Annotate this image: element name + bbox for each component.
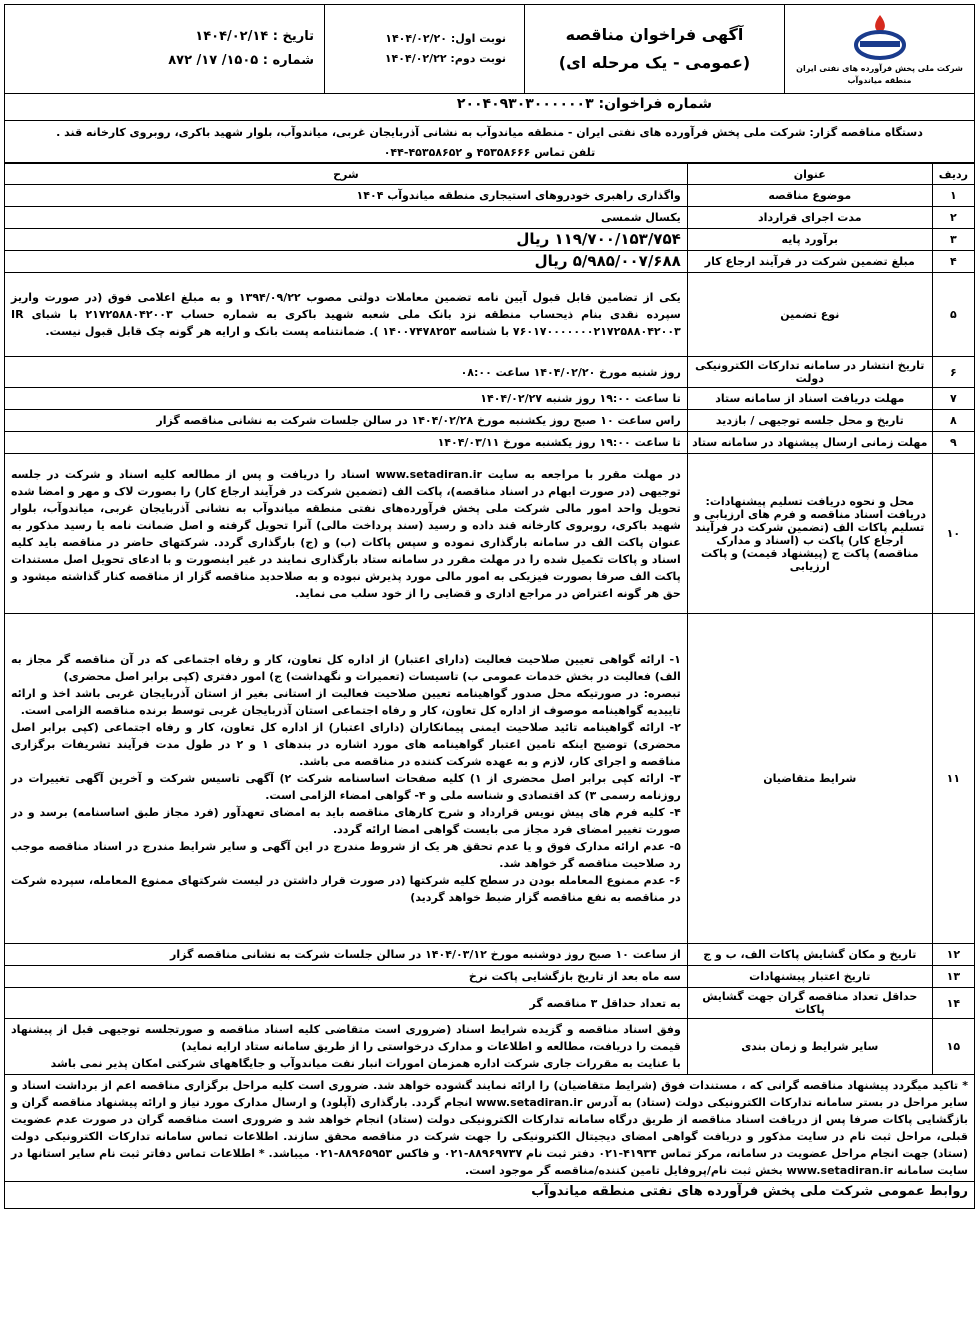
row-number: ۶ bbox=[932, 357, 974, 388]
row-description bbox=[5, 273, 688, 357]
row-number: ۷ bbox=[932, 388, 974, 410]
header-description: شرح bbox=[5, 164, 688, 185]
description-paragraph: ۵- عدم ارائه مدارک فوق و یا عدم تحقق هر یک از شروط مندرج در این آگهی و سایر شرایط مندرج در اسناد مناقصه موجب رد صلاحیت مناقصه گر خواهد شد. bbox=[11, 840, 681, 870]
description-paragraph: ۳- ارائه کپی برابر اصل محضری از ۱) کلیه صفحات اساسنامه شرکت ۲) آگهی تاسیس شرکت و آخرین آگهی تغییرات در روزنامه رسمی ۳) کد اقتصادی و شناسه ملی و ۴- گواهی امضاء الزامی است. bbox=[11, 772, 681, 802]
row-description bbox=[5, 410, 688, 432]
table-row bbox=[5, 432, 975, 454]
description-paragraph: ۴- کلیه فرم های پیش نویس قرارداد و شرح کارهای مناقصه باید به امضای تعهدآور (فرد مجاز طبق اساسنامه) برسد و در صورت تغییر امضای فرد مجاز می بایست گواهی امضا ارائه گردد. bbox=[11, 806, 681, 836]
notice-title-block bbox=[524, 5, 784, 93]
row-title: مهلت زمانی ارسال پیشنهاد در سامانه ستاد bbox=[687, 432, 932, 454]
row-description bbox=[5, 229, 688, 251]
row-number: ۵ bbox=[932, 273, 974, 357]
call-number: شماره فراخوان: ۲۰۰۴۰۹۳۰۳۰۰۰۰۰۰۳ bbox=[4, 94, 975, 121]
row-title: مدت اجرای قرارداد bbox=[687, 207, 932, 229]
row-number: ۱۵ bbox=[932, 1019, 974, 1075]
description-paragraph: تبصره: در صورتیکه محل صدور گواهینامه تعیین صلاحیت فعالیت از استانی بغیر از استان آذربایجان غربی باشد اخذ و ارائه تاییدیه گواهینامه موصوف از اداره کل تعاون، کار و رفاه اجتماعی استان آذربایجان غربی توسط برنده مناقصه الزامی است. bbox=[11, 687, 681, 717]
table-row bbox=[5, 454, 975, 614]
row-description bbox=[5, 944, 688, 966]
row-title: تاریخ انتشار در سامانه تدارکات الکترونیکی دولت bbox=[687, 357, 932, 388]
row-description bbox=[5, 454, 688, 614]
row-description bbox=[5, 988, 688, 1019]
table-row bbox=[5, 988, 975, 1019]
row-description bbox=[5, 966, 688, 988]
row-title: محل و نحوه دریافت تسلیم پیشنهادات: دریافت اسناد مناقصه و فرم های ارزیابی و تسلیم پاکات الف (تضمین شرکت در فرآیند ارجاع کار) پاکت ب (اسناد و مدارک مناقصه) پاکت ج (پیشنهاد قیمت) و پاکت ارزیابی bbox=[687, 454, 932, 614]
row-number: ۱۴ bbox=[932, 988, 974, 1019]
company-name: شرکت ملی پخش فرآورده های نفتی ایران bbox=[796, 64, 963, 73]
row-number: ۴ bbox=[932, 251, 974, 273]
table-row bbox=[5, 229, 975, 251]
row-title: سایر شرایط و زمان بندی bbox=[687, 1019, 932, 1075]
description-paragraph: وفق اسناد مناقصه و گزیده شرایط اسناد (ضروری است متقاضی کلیه اسناد مناقصه و صورتجلسه توجیهی قبل از پیشنهاد قیمت را دریافت، مطالعه و اطلاعات و مدارک درخواستی را از طریق سامانه ستاد ارایه نماید) bbox=[11, 1023, 681, 1053]
row-description bbox=[5, 614, 688, 944]
row-description bbox=[5, 388, 688, 410]
row-description bbox=[5, 185, 688, 207]
table-row bbox=[5, 1019, 975, 1075]
row-description bbox=[5, 1019, 688, 1075]
row-description bbox=[5, 357, 688, 388]
description-paragraph: روز شنبه مورخ ۱۴۰۴/۰۲/۲۰ ساعت ۰۸:۰۰ bbox=[460, 365, 681, 379]
organizer-phone: تلفن تماس ۴۵۳۵۸۶۶۶ و ۴۵۳۵۸۶۵۲-۰۴۴ bbox=[383, 146, 596, 159]
round-first: نوبت اول: ۱۴۰۴/۰۲/۲۰ bbox=[385, 32, 506, 45]
description-paragraph: ۶- عدم ممنوع المعامله بودن در سطح کلیه شرکتها (در صورت قرار داشتن در لیست شرکتهای ممنوع المعامله، سپرده شرکت در مناقصه به نفع مناقصه گزار ضبط خواهد گردید) bbox=[11, 874, 681, 904]
description-paragraph: ۵/۹۸۵/۰۰۷/۶۸۸ ریال bbox=[534, 252, 681, 270]
description-paragraph: تا ساعت ۱۹:۰۰ روز یکشنبه مورخ ۱۴۰۴/۰۳/۱۱ bbox=[437, 436, 681, 449]
row-number: ۱۲ bbox=[932, 944, 974, 966]
table-row bbox=[5, 410, 975, 432]
description-paragraph: در مهلت مقرر با مراجعه به سایت www.setadiran.ir اسناد را دریافت و پس از مطالعه کلیه اسناد و شرکت در جلسه توجیهی (در صورت ابهام در اسناد مناقصه)، پاکت الف (تضمین شرکت در فرآیند ارجاع کار) را بصورت لاک و مهر و امضا شده تحویل واحد امور مالی شرکت ملی پخش فرآورده‌های نفتی منطقه میاندوآب به نشانی آذربایجان غربی، میاندوآب، بلوار شهید باکری، روبروی کارخانه قند داده و رسید (سند پرداخت مالی) آنرا تحویل گرفته و اصل ضمانت نامه یا رسید مذکور به عنوان پاکت الف در سامانه بارگذاری نموده و سپس پاکات (ب) و (ج) بارگذاری گردد. شرکتهای حاضر در مناقصه باید کلیه اسناد و پاکات تکمیل شده را در مهلت مقرر در سامانه ستاد بارگذاری نمایند در غیر اینصورت و با ادعای تحویل اصل مستندات پاکت الف صرفا بصورت فیزیکی به امور مالی مورد پذیرش نبوده و به صلاحدید مناقصه گزار از مناقصه کنار گذاشته میشود و حق هر گونه اعتراض در مراجع اداری و قضایی را از خود سلب می نماید. bbox=[11, 467, 681, 600]
organizer-address: دستگاه مناقصه گزار: شرکت ملی پخش فرآورده های نفتی ایران - منطقه میاندوآب به نشانی آذربایجان غربی، میاندوآب، بلوار شهید باکری، روبروی کارخانه قند . bbox=[56, 126, 923, 139]
round-second: نوبت دوم: ۱۴۰۴/۰۲/۲۲ bbox=[384, 52, 506, 65]
description-paragraph: ۲- ارائه گواهینامه تائید صلاحیت ایمنی پیمانکاران (دارای اعتبار) از اداره کل تعاون، کار و رفاه اجتماعی (کپی برابر اصل محضری) توضیح اینکه تامین اعتبار گواهینامه های مورد اشاره در بندهای ۱ و ۲ در طول مدت فرآیند تشریفات برگزاری مناقصه و اجرای کار، لازم و به عهده شرکت کننده در مناقصه می باشد. bbox=[11, 721, 681, 768]
description-paragraph: تا ساعت ۱۹:۰۰ روز شنبه ۱۴۰۴/۰۲/۲۷ bbox=[480, 392, 681, 405]
signature: روابط عمومی شرکت ملی پخش فرآورده های نفتی منطقه میاندوآب bbox=[4, 1182, 975, 1209]
description-paragraph: راس ساعت ۱۰ صبح روز یکشنبه مورخ ۱۴۰۴/۰۲/۲۸ در سالن جلسات شرکت به نشانی مناقصه گزار bbox=[156, 414, 681, 427]
description-paragraph: سه ماه بعد از تاریخ بازگشایی پاکت نرخ bbox=[468, 970, 681, 983]
row-number: ۹ bbox=[932, 432, 974, 454]
description-paragraph: به تعداد حداقل ۳ مناقصه گر bbox=[529, 996, 681, 1010]
table-row bbox=[5, 966, 975, 988]
description-paragraph: یکی از تضامین قابل قبول آیین نامه تضمین معاملات دولتی مصوب ۱۳۹۴/۰۹/۲۲ و به مبلغ اعلامی فوق (در صورت واریز سپرده نقدی بنام ذیحساب منطقه نزد بانک ملی شعبه شهید باکری به شماره حساب ۲۱۷۲۵۸۸۰۴۲۰۰۳ با شبای IR ۷۶۰۱۷۰۰۰۰۰۰۰۲۱۷۲۵۸۸۰۴۲۰۰۳ با شناسه ۱۴۰۰۷۴۷۸۲۵۳ ). ضمانتنامه پست بانک و ارایه هر گونه چک قابل قبول نیست. bbox=[11, 291, 681, 338]
footer-notes: * تاکید میگردد پیشنهاد مناقصه گرانی که ، مستندات فوق (شرایط متقاضیان) را ارائه نمایند گشوده خواهد شد. ضروری است کلیه مراحل برگزاری مناقصه اعم از برداشت اسناد و سایر مراحل در بستر سامانه تدارکات الکترونیکی دولت (ستاد) به آدرس www.setadiran.ir انجام گردد. بارگذاری (آپلود) و ارسال مدارک مورد نیاز و ارائه پیشنهاد مناقصه گران و بازگشایی پاکات صرفا پس از دریافت اسناد مناقصه از طریق درگاه سامانه تدارکات الکترونیکی دولت (ستاد) انجام خواهد شد و ضروری است مناقصه گران در صورت عدم عضویت قبلی، مراحل ثبت نام در سایت مذکور و دریافت گواهی امضای دیجیتال الکترونیکی را جهت شرکت در مناقصه محقق سازند. اطلاعات تماس سامانه تدارکات الکترونیکی دولت (ستاد) جهت انجام مراحل عضویت در سامانه، مرکز تماس ۴۱۹۳۴-۰۲۱ دفتر ثبت نام ۸۸۹۶۹۷۳۷-۰۲۱ و فاکس ۸۸۹۶۵۹۵۳-۰۲۱ میباشد. * اطلاعات تماس دفاتر ثبت نام سایر استانها در سایت سامانه www.setadiran.ir بخش ثبت نام/پروفایل تامین کننده/مناقصه گر موجود است. bbox=[4, 1075, 975, 1182]
table-row bbox=[5, 614, 975, 944]
description-paragraph: واگذاری راهبری خودروهای استیجاری منطقه میاندوآب ۱۴۰۴ bbox=[356, 189, 681, 202]
company-logo-icon bbox=[840, 11, 920, 63]
row-title: تاریخ و محل جلسه توجیهی / بازدید bbox=[687, 410, 932, 432]
tender-details-table bbox=[4, 163, 975, 1075]
description-paragraph: یکسال شمسی bbox=[601, 211, 681, 224]
row-title: تاریخ اعتبار پیشنهادات bbox=[687, 966, 932, 988]
table-row bbox=[5, 273, 975, 357]
row-number: ۱۰ bbox=[932, 454, 974, 614]
notice-header bbox=[4, 4, 975, 94]
table-row bbox=[5, 388, 975, 410]
description-paragraph: با عنایت به مقررات جاری شرکت اداره همزمان امورات انبار نفت میاندوآب و جایگاههای شرکتی امکان پذیر نمی باشد bbox=[50, 1057, 681, 1070]
row-title: حداقل تعداد مناقصه گران جهت گشایش پاکات bbox=[687, 988, 932, 1019]
table-header-row bbox=[5, 164, 975, 185]
row-number: ۳ bbox=[932, 229, 974, 251]
notice-title: آگهی فراخوان مناقصه bbox=[565, 25, 744, 44]
row-title: مبلغ تضمین شرکت در فرآیند ارجاع کار bbox=[687, 251, 932, 273]
notice-subtitle: (عمومی - یک مرحله ای) bbox=[558, 53, 751, 72]
publication-rounds bbox=[324, 5, 524, 93]
letter-number: شماره : ۱۵۰۵/ ۱۷/ ۸۷۲ bbox=[168, 53, 314, 68]
row-title: تاریخ و مکان گشایش پاکات الف، ب و ج bbox=[687, 944, 932, 966]
row-title: شرایط متقاضیان bbox=[687, 614, 932, 944]
table-row bbox=[5, 357, 975, 388]
table-row bbox=[5, 185, 975, 207]
row-number: ۸ bbox=[932, 410, 974, 432]
row-title: برآورد پایه bbox=[687, 229, 932, 251]
row-number: ۱ bbox=[932, 185, 974, 207]
letter-meta bbox=[5, 5, 324, 93]
table-row bbox=[5, 207, 975, 229]
row-title: مهلت دریافت اسناد از سامانه ستاد bbox=[687, 388, 932, 410]
row-description bbox=[5, 207, 688, 229]
table-row bbox=[5, 251, 975, 273]
row-title: موضوع مناقصه bbox=[687, 185, 932, 207]
organizer-info bbox=[4, 121, 975, 163]
header-title: عنوان bbox=[687, 164, 932, 185]
company-logo-block bbox=[784, 5, 974, 93]
tender-notice bbox=[4, 4, 975, 1209]
table-row bbox=[5, 944, 975, 966]
row-number: ۱۱ bbox=[932, 614, 974, 944]
row-description bbox=[5, 251, 688, 273]
row-number: ۲ bbox=[932, 207, 974, 229]
description-paragraph: از ساعت ۱۰ صبح روز دوشنبه مورخ ۱۴۰۴/۰۳/۱۲ در سالن جلسات شرکت به نشانی مناقصه گزار bbox=[170, 948, 681, 961]
letter-date: تاریخ : ۱۴۰۴/۰۲/۱۴ bbox=[195, 29, 314, 44]
header-row-number: ردیف bbox=[932, 164, 974, 185]
description-paragraph: ۱۱۹/۷۰۰/۱۵۳/۷۵۴ ریال bbox=[516, 230, 681, 248]
row-number: ۱۳ bbox=[932, 966, 974, 988]
row-description bbox=[5, 432, 688, 454]
description-paragraph: ۱- ارائه گواهی تعیین صلاحیت فعالیت (دارای اعتبار) از اداره کل تعاون، کار و رفاه اجتماعی که در آن مناقصه گر مجاز به الف) فعالیت در بخش خدمات عمومی ب) تاسیسات (تعمیرات و نگهداشت) ج) امور دفتری (کپی برابر اصل محضری) bbox=[11, 653, 681, 683]
row-title: نوع تضمین bbox=[687, 273, 932, 357]
region-name: منطقه میاندوآب bbox=[847, 76, 912, 85]
